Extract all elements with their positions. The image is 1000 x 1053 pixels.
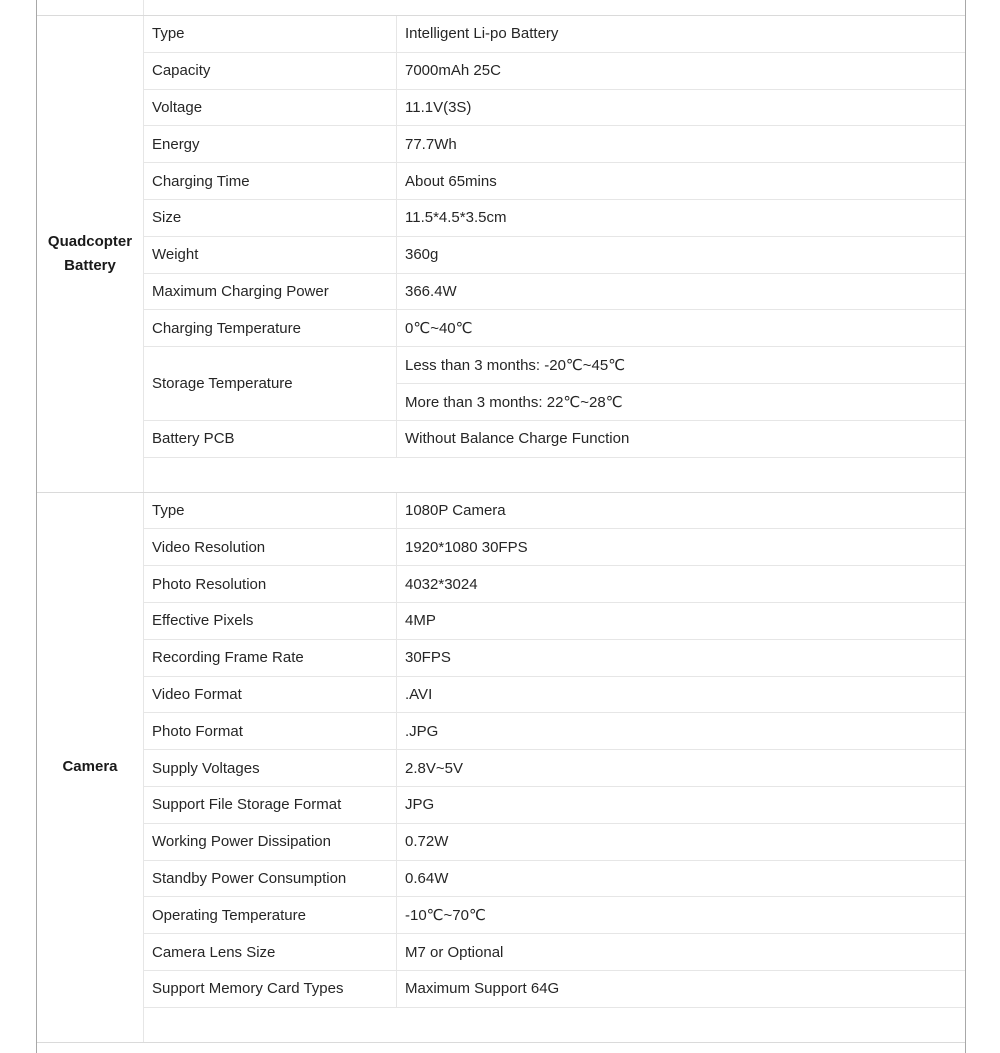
property-cell: Recording Frame Rate <box>144 640 397 677</box>
value-cell <box>397 897 965 934</box>
table-row <box>144 677 965 714</box>
top-spacer-label-cell <box>37 0 144 15</box>
value-cell <box>397 971 965 1008</box>
property-cell: Type <box>144 16 397 53</box>
table-row <box>144 971 965 1008</box>
section-rows <box>144 493 965 1042</box>
section-rows <box>144 16 965 492</box>
value-cell <box>397 603 965 640</box>
value-cell <box>397 163 965 200</box>
value-cell <box>397 677 965 714</box>
value-cell <box>397 310 965 347</box>
table-row <box>144 16 965 53</box>
value-text: .AVI <box>397 677 965 714</box>
table-row <box>144 934 965 971</box>
value-text: Without Balance Charge Function <box>397 421 965 458</box>
property-cell: Working Power Dissipation <box>144 824 397 861</box>
value-text: 4MP <box>397 603 965 640</box>
property-cell: Energy <box>144 126 397 163</box>
property-cell: Size <box>144 200 397 237</box>
spec-table-body <box>37 16 965 1043</box>
value-cell <box>397 16 965 53</box>
value-text: 11.5*4.5*3.5cm <box>397 200 965 237</box>
section-spacer <box>144 1008 965 1042</box>
value-text: 1080P Camera <box>397 493 965 530</box>
value-cell <box>397 787 965 824</box>
value-text: Intelligent Li-po Battery <box>397 16 965 53</box>
value-text: Less than 3 months: -20℃~45℃ <box>397 347 965 384</box>
property-cell: Camera Lens Size <box>144 934 397 971</box>
value-text: Maximum Support 64G <box>397 971 965 1008</box>
table-row <box>144 90 965 127</box>
value-cell <box>397 640 965 677</box>
table-row <box>144 163 965 200</box>
spec-table <box>36 0 966 1053</box>
property-cell: Capacity <box>144 53 397 90</box>
table-row <box>144 274 965 311</box>
property-cell: Photo Resolution <box>144 566 397 603</box>
table-row <box>144 200 965 237</box>
table-row <box>144 310 965 347</box>
property-cell: Weight <box>144 237 397 274</box>
value-cell <box>397 237 965 274</box>
value-cell <box>397 200 965 237</box>
table-row <box>144 347 965 421</box>
property-cell: Storage Temperature <box>144 347 397 421</box>
table-row <box>144 126 965 163</box>
property-cell: Effective Pixels <box>144 603 397 640</box>
value-text: 0.64W <box>397 861 965 898</box>
property-cell: Type <box>144 493 397 530</box>
value-cell <box>397 934 965 971</box>
table-row <box>144 237 965 274</box>
value-cell <box>397 713 965 750</box>
value-cell <box>397 824 965 861</box>
value-text: 2.8V~5V <box>397 750 965 787</box>
value-cell <box>397 90 965 127</box>
table-row <box>144 861 965 898</box>
table-row <box>144 53 965 90</box>
table-row <box>144 640 965 677</box>
value-cell <box>397 421 965 458</box>
value-cell <box>397 750 965 787</box>
spec-section-0 <box>37 16 965 493</box>
bottom-spacer <box>37 1043 965 1053</box>
spec-section-1 <box>37 493 965 1043</box>
value-cell <box>397 274 965 311</box>
property-cell: Charging Time <box>144 163 397 200</box>
value-cell <box>397 126 965 163</box>
table-row <box>144 787 965 824</box>
value-text: More than 3 months: 22℃~28℃ <box>397 384 965 421</box>
property-cell: Standby Power Consumption <box>144 861 397 898</box>
property-cell: Support File Storage Format <box>144 787 397 824</box>
value-text: 360g <box>397 237 965 274</box>
table-row <box>144 897 965 934</box>
value-cell <box>397 861 965 898</box>
table-row <box>144 824 965 861</box>
section-label: Quadcopter Battery <box>37 16 144 492</box>
property-cell: Charging Temperature <box>144 310 397 347</box>
value-text: 11.1V(3S) <box>397 90 965 127</box>
table-row <box>144 421 965 458</box>
property-cell: Maximum Charging Power <box>144 274 397 311</box>
table-row <box>144 566 965 603</box>
value-cell <box>397 493 965 530</box>
top-spacer-row <box>37 0 965 16</box>
value-text: -10℃~70℃ <box>397 897 965 934</box>
value-cell <box>397 529 965 566</box>
value-text: 4032*3024 <box>397 566 965 603</box>
property-cell: Video Format <box>144 677 397 714</box>
value-text: 0.72W <box>397 824 965 861</box>
section-spacer <box>144 458 965 492</box>
property-cell: Photo Format <box>144 713 397 750</box>
property-cell: Supply Voltages <box>144 750 397 787</box>
section-label: Camera <box>37 493 144 1042</box>
property-cell: Video Resolution <box>144 529 397 566</box>
property-cell: Voltage <box>144 90 397 127</box>
table-row <box>144 603 965 640</box>
property-cell: Operating Temperature <box>144 897 397 934</box>
value-cell <box>397 347 965 421</box>
value-text: 7000mAh 25C <box>397 53 965 90</box>
value-cell <box>397 566 965 603</box>
value-text: 0℃~40℃ <box>397 310 965 347</box>
value-text: 30FPS <box>397 640 965 677</box>
value-text: 366.4W <box>397 274 965 311</box>
table-row <box>144 713 965 750</box>
value-text: .JPG <box>397 713 965 750</box>
value-text: JPG <box>397 787 965 824</box>
property-cell: Battery PCB <box>144 421 397 458</box>
value-text: About 65mins <box>397 163 965 200</box>
value-text: 1920*1080 30FPS <box>397 529 965 566</box>
value-cell <box>397 53 965 90</box>
value-text: 77.7Wh <box>397 126 965 163</box>
table-row <box>144 529 965 566</box>
property-cell: Support Memory Card Types <box>144 971 397 1008</box>
value-text: M7 or Optional <box>397 934 965 971</box>
table-row <box>144 750 965 787</box>
table-row <box>144 493 965 530</box>
